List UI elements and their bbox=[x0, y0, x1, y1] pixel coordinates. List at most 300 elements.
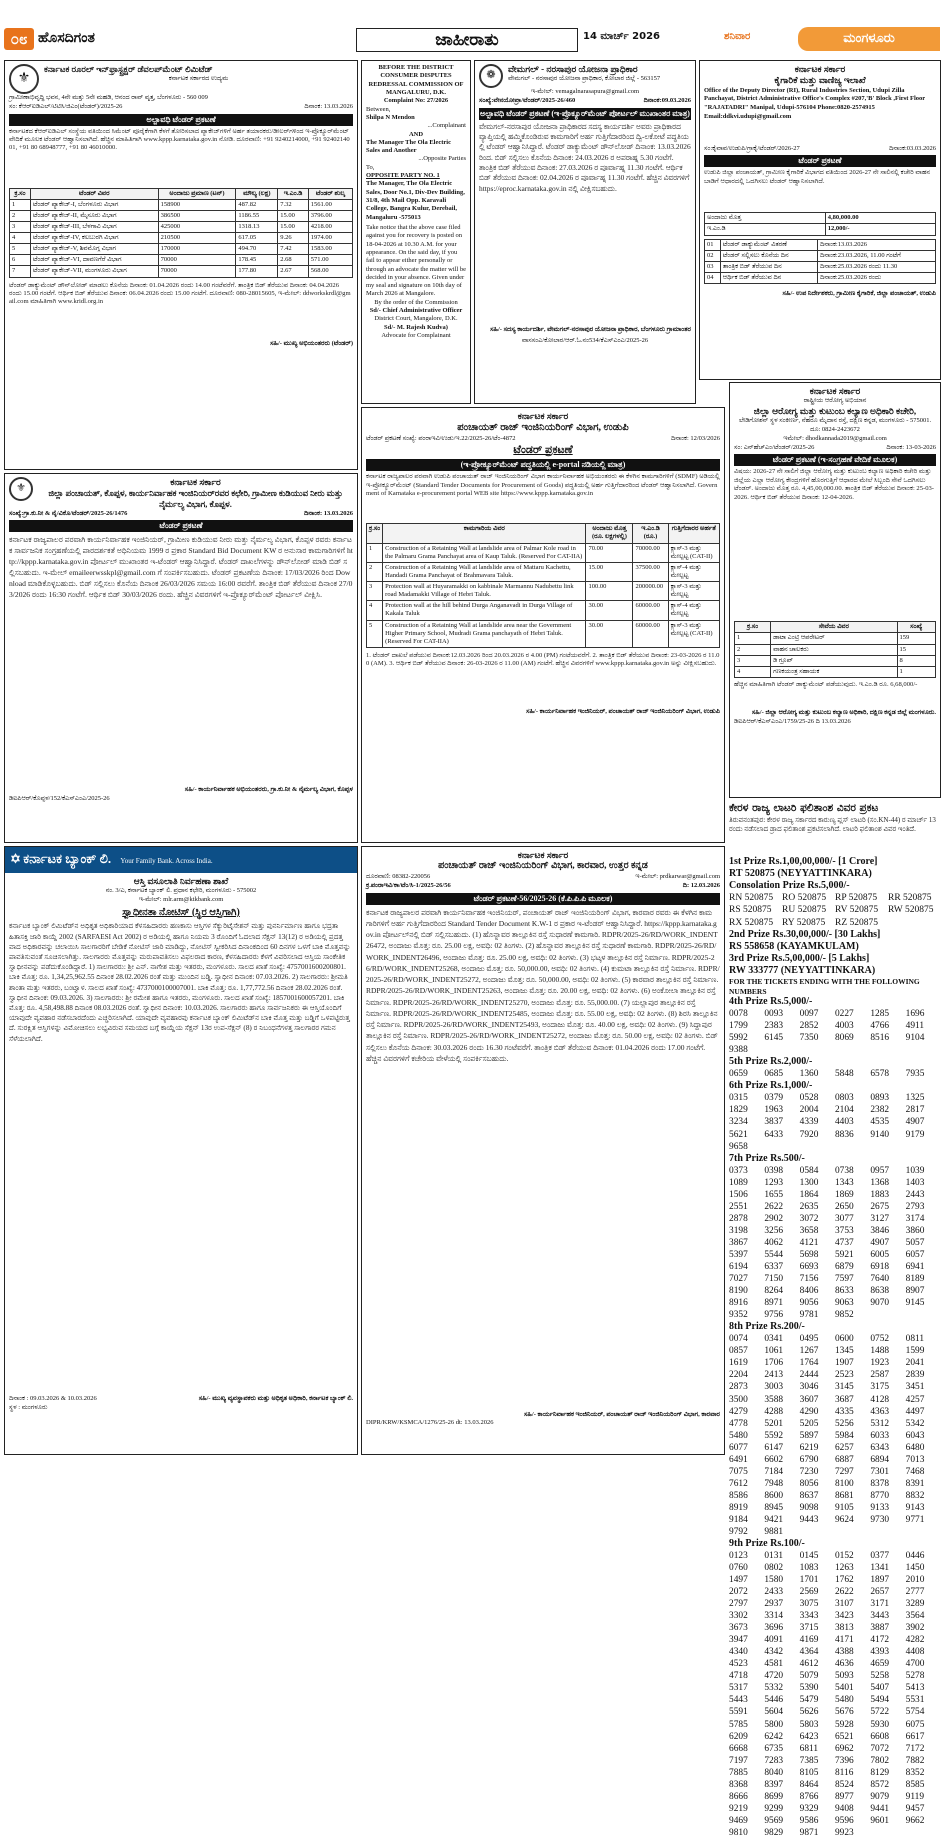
ninth-prize: 9th Prize Rs.100/- bbox=[729, 1537, 805, 1549]
ticket-number: 9408 bbox=[834, 1803, 854, 1814]
ticket-number: 4171 bbox=[834, 1635, 854, 1646]
table-header-cell: ಟೆಂಡರ್ ಶುಲ್ಕ bbox=[308, 188, 352, 199]
table-cell: 01 bbox=[705, 239, 721, 250]
table-cell: 210500 bbox=[158, 233, 236, 244]
ticket-number: 6879 bbox=[834, 1262, 854, 1273]
table-cell: 3796.00 bbox=[308, 210, 352, 221]
ticket-number: 0074 bbox=[729, 1334, 748, 1345]
ticket-number: 9569 bbox=[764, 1815, 784, 1826]
ticket-number: 0738 bbox=[834, 1165, 854, 1176]
ticket-number: 6219 bbox=[799, 1442, 819, 1453]
ticket-number: 3658 bbox=[799, 1225, 819, 1236]
ad-ref-footer: DIPR/KRW/KSMCA/1276/25-26 dt: 13.03.2026 bbox=[366, 1419, 494, 1427]
ticket-number: 8129 bbox=[870, 1767, 890, 1778]
ticket-number: 8516 bbox=[870, 1032, 890, 1043]
table-cell: 487.82 bbox=[236, 199, 278, 210]
ticket-number: 0528 bbox=[799, 1093, 819, 1104]
ticket-number: 6480 bbox=[905, 1442, 925, 1453]
table-cell: 494.70 bbox=[236, 244, 278, 255]
ticket-number: RW 520875 bbox=[888, 905, 934, 916]
ticket-number: 3234 bbox=[729, 1117, 748, 1128]
ticket-number: 1762 bbox=[834, 1575, 854, 1586]
between-label: Between, bbox=[366, 105, 391, 113]
ticket-number: 0495 bbox=[799, 1334, 819, 1345]
ticket-number: 4408 bbox=[905, 1647, 925, 1658]
notice-signature: ಸಹಿ/- ಮುಖ್ಯ ವ್ಯವಸ್ಥಾಪಕರು ಮತ್ತು ಅಧಿಕೃತ ಅಧಿಕಾರಿ, ಕರ್ನಾಟಕ ಬ್ಯಾಂಕ್ ಲಿ. bbox=[198, 1395, 353, 1403]
table-row bbox=[705, 261, 936, 272]
ticket-number: 4523 bbox=[729, 1659, 748, 1670]
table-cell: 7.42 bbox=[278, 244, 309, 255]
ticket-number: 9443 bbox=[799, 1514, 819, 1525]
ticket-number: 8766 bbox=[799, 1791, 819, 1802]
ticket-number: 1923 bbox=[870, 1358, 890, 1369]
ticket-number: 9457 bbox=[905, 1803, 925, 1814]
order-line: By the order of the Commission bbox=[374, 298, 458, 306]
table-cell: 568.00 bbox=[308, 266, 352, 277]
ticket-number: 0131 bbox=[764, 1551, 784, 1562]
ticket-number: 6257 bbox=[834, 1442, 854, 1453]
ticket-number: 1506 bbox=[729, 1189, 748, 1200]
table-cell: 3 bbox=[367, 582, 383, 601]
ticket-number: 5480 bbox=[834, 1695, 854, 1706]
ticket-number: 1341 bbox=[870, 1563, 890, 1574]
ticket-number: 4342 bbox=[764, 1647, 784, 1658]
karnataka-emblem-icon: ⚜ bbox=[9, 64, 39, 94]
ticket-number: 1655 bbox=[764, 1189, 784, 1200]
ticket-number: 5604 bbox=[764, 1707, 784, 1718]
ticket-number: 0659 bbox=[729, 1069, 748, 1080]
ticket-number: 8907 bbox=[905, 1286, 925, 1297]
ticket-number: 2797 bbox=[729, 1599, 748, 1610]
table-cell: Construction of a Retaining Wall at landslide area near the Government Higher Primary School, Mudradi Grama panchayath of Hebri Taluk. (Reserved For CAT-IIA) bbox=[383, 620, 586, 647]
ticket-number: 2635 bbox=[799, 1201, 819, 1212]
ticket-number: 1706 bbox=[764, 1358, 784, 1369]
ticket-number: RZ 520875 bbox=[835, 917, 879, 928]
table-row bbox=[735, 655, 936, 666]
ticket-number: 5930 bbox=[870, 1719, 890, 1730]
ticket-number: 9601 bbox=[870, 1815, 890, 1826]
ad-body: ವೇಮಗಲ್-ನರಸಾಪುರ ಯೋಜನಾ ಪ್ರಾಧಿಕಾರದ ಸದಸ್ಯ ಕಾರ್ಯದರ್ಶಿ ಅವರು ಪ್ರಾಧಿಕಾರದ ವ್ಯಾಪ್ತಿಯಲ್ಲಿ ಹಮ್ಮಿಕೊಂಡಿರುವ ಕಾಮಗಾರಿಗೆ ಅರ್ಹ ಗುತ್ತಿಗೆದಾರರಿಂದ ದ್ವಿ-ಲಕೋಟೆ ಪದ್ಧತಿಯಲ್ಲಿ ಟೆಂಡರ್ ಆಹ್ವಾನಿಸಿದ್ದಾರೆ. ಟೆಂಡರ್ ಡಾಕ್ಯುಮೆಂಟ್ ಡೌನ್‌ಲೋಡ್ ದಿನಾಂಕ: 13.03.2026 ರಿಂದ. ಬಿಡ್ ಸಲ್ಲಿಸಲು ಕೊನೆಯ ದಿನಾಂಕ: 24.03.2026 ರ ಅಪರಾಹ್ನ 5.30 ಗಂಟೆಗೆ. ತಾಂತ್ರಿಕ ಬಿಡ್ ತೆರೆಯುವ ದಿನಾಂಕ: 27.03.2026 ರ ಪೂರ್ವಾಹ್ನ 11.30 ಗಂಟೆಗೆ. ಆರ್ಥಿಕ ಬಿಡ್ ತೆರೆಯುವ ದಿನಾಂಕ: 02.04.2026 ರ ಪೂರ್ವಾಹ್ನ 11.30 ಗಂಟೆಗೆ. ಹೆಚ್ಚಿನ ವಿವರಗಳಿಗೆ https://eproc.karnataka.gov.in ನಲ್ಲಿ ವೀಕ್ಷಿಸಬಹುದು. bbox=[479, 121, 691, 193]
fifth-prize: 5th Prize Rs.2,000/- bbox=[729, 1056, 813, 1068]
ad-bar: (ಇ-ಪ್ರೋಕ್ಯೂರ್‌ಮೆಂಟ್ ಪದ್ಧತಿಯಲ್ಲಿ e-portal ನಡಿಯಲ್ಲಿ ಮಾತ್ರ) bbox=[366, 459, 720, 471]
table-cell: 2 bbox=[735, 644, 771, 655]
ticket-number: 9421 bbox=[764, 1514, 784, 1525]
table-row bbox=[367, 582, 720, 601]
ticket-number: 5479 bbox=[799, 1695, 819, 1706]
ticket-number: 7396 bbox=[834, 1755, 854, 1766]
ticket-number: 0600 bbox=[834, 1334, 854, 1345]
ticket-number: 7935 bbox=[905, 1069, 925, 1080]
ticket-number: 5928 bbox=[834, 1719, 854, 1730]
ad-title: ವೇಮಗಲ್ - ನರಸಾಪುರ ಯೋಜನಾ ಪ್ರಾಧಿಕಾರ bbox=[508, 64, 638, 74]
ad-ref-footer: ಡಿಐಪಿಆರ್/ಕೊಪ್ಪಳ/152/ಕೆಎಸ್ಎಂಎ/2025-26 bbox=[9, 795, 110, 803]
ticket-number: 0152 bbox=[834, 1551, 854, 1562]
ticket-number: 1345 bbox=[834, 1346, 854, 1357]
ticket-number: 3443 bbox=[870, 1611, 890, 1622]
table-cell: ಟೆಂಡರ್ ಡಾಕ್ಯುಮೆಂಟ್ ವಿತರಣೆ bbox=[720, 239, 817, 250]
signature-2: District Court, Mangalore, D.K. bbox=[374, 315, 458, 323]
ticket-number: 5057 bbox=[905, 1237, 925, 1248]
ticket-number: 3171 bbox=[870, 1599, 890, 1610]
ticket-number: 9119 bbox=[905, 1791, 925, 1802]
ad-signature: ಸಹಿ/- ಮುಖ್ಯ ಅಭಿಯಂತರರು (ಟೆಂಡರ್) bbox=[270, 339, 353, 347]
ticket-number: 8770 bbox=[870, 1490, 890, 1501]
ticket-number: 2551 bbox=[729, 1201, 748, 1212]
krdl-table bbox=[9, 188, 353, 278]
ad-ref-date: ದಿನಾಂಕ: 12/03/2026 bbox=[671, 434, 720, 442]
ticket-number: 8666 bbox=[729, 1791, 748, 1802]
ticket-number: 1267 bbox=[799, 1346, 819, 1357]
table-row bbox=[10, 255, 353, 266]
ticket-number: 0145 bbox=[799, 1551, 819, 1562]
ticket-number: 1488 bbox=[870, 1346, 890, 1357]
table-cell: Construction of a Retaining Wall at landslide area of Palmar Kole road in the Palmaru Grama Panchayat area of Kaup Taluk. (Reserved For CAT-IIA) bbox=[383, 543, 586, 562]
ticket-number: 1696 bbox=[905, 1008, 925, 1019]
ticket-number: 9441 bbox=[870, 1803, 890, 1814]
ticket-number: 8524 bbox=[834, 1779, 854, 1790]
ticket-number: 6894 bbox=[870, 1454, 890, 1465]
ticket-number: 5531 bbox=[905, 1695, 925, 1706]
ad-vemagal-tender bbox=[474, 60, 696, 404]
ad-footer: ಹೆಚ್ಚಿನ ಮಾಹಿತಿಗಾಗಿ ಟೆಂಡರ್ ಡಾಕ್ಯುಮೆಂಟ್ ಪಡೆಯುವುದು. ಇ.ಎಂ.ಡಿ ರೂ. 6,68,000/- bbox=[734, 680, 918, 688]
table-cell: 1583.00 bbox=[308, 244, 352, 255]
ad-body: ಉಡುಪಿ ಜಿಲ್ಲಾ ಪಂಚಾಯತ್, ಗ್ರಾಮೀಣ ಕೈಗಾರಿಕೆ ವಿಭಾಗದ ವತಿಯಿಂದ 2026-27 ನೇ ಸಾಲಿನಲ್ಲಿ ಕಚೇರಿ ವಾಹನ ಬಾಡಿಗೆ ಆಧಾರದಲ್ಲಿ ಒದಗಿಸಲು ಟೆಂಡರ್ ಆಹ್ವಾನಿಸಲಾಗಿದೆ. bbox=[704, 169, 931, 185]
ticket-number: 0752 bbox=[870, 1334, 890, 1345]
consolation-prize: Consolation Prize Rs.5,000/- bbox=[729, 880, 850, 892]
table-cell: 15.00 bbox=[278, 210, 309, 221]
table-cell: 1 bbox=[897, 666, 935, 677]
ticket-number: 2777 bbox=[905, 1587, 925, 1598]
ticket-number: 9143 bbox=[905, 1502, 925, 1513]
ad-signature: ಸಹಿ/- ಕಾರ್ಯನಿರ್ವಾಹಕ ಇಂಜಿನಿಯರ್, ಪಂಚಾಯತ್ ರಾಜ್ ಇಂಜಿನಿಯರಿಂಗ್ ವಿಭಾಗ, ಉಡುಪಿ bbox=[526, 707, 720, 715]
ticket-number: 4364 bbox=[799, 1647, 819, 1658]
ticket-number: 9352 bbox=[729, 1310, 748, 1321]
ticket-number: 1089 bbox=[729, 1177, 748, 1188]
ticket-number: 5079 bbox=[799, 1671, 819, 1682]
ticket-number: 6617 bbox=[905, 1731, 925, 1742]
ad-title: ಪಂಚಾಯತ್ ರಾಜ್ ಇಂಜಿನಿಯರಿಂಗ್ ವಿಭಾಗ, ಕಾರವಾರ, ಉತ್ತರ ಕನ್ನಡ bbox=[438, 861, 648, 872]
ticket-number: 7072 bbox=[870, 1743, 890, 1754]
ad-gov: ಕರ್ನಾಟಕ ಸರ್ಕಾರ bbox=[517, 850, 569, 860]
ticket-number: 2413 bbox=[764, 1370, 784, 1381]
ticket-number: 0803 bbox=[834, 1093, 854, 1104]
ticket-number: 4288 bbox=[764, 1406, 784, 1417]
table-cell: 5 bbox=[10, 244, 31, 255]
ad-ref: ಸಂಖ್ಯೆ:ವೇನಯೋಪ್ರಾ/ಟೆಂಡರ್/2025-26/460 bbox=[479, 96, 576, 104]
table-row bbox=[705, 239, 936, 250]
table-cell: 1561.00 bbox=[308, 199, 352, 210]
ad-signature: ಸಹಿ/- ಸದಸ್ಯ ಕಾರ್ಯದರ್ಶಿ, ವೇಮಗಲ್-ನರಸಾಪುರ ಯೋಜನಾ ಪ್ರಾಧಿಕಾರ, ಬೆಂಗಳೂರು ಗ್ರಾಮಾಂತರ bbox=[490, 325, 691, 333]
table-cell: ದಿನಾಂಕ:23.03.2026, 11.00 ಗಂಟೆಗೆ bbox=[818, 250, 936, 261]
ticket-number: 2650 bbox=[834, 1201, 854, 1212]
ad-ref: ಸಂ:ಕೈವಾವ/ಉಡುಪಿ/ಗ್ರಾಕೈ/ಟೆಂಡರ್/2026-27 bbox=[704, 144, 800, 152]
table-cell: ಟೆಂಡರ್ ಪ್ಯಾಕೇಜ್-VII, ಮಂಗಳೂರು ವಿಭಾಗ bbox=[30, 266, 158, 277]
signature-3: Sd/- M. Rajesh Kudva) bbox=[384, 323, 448, 331]
ticket-number: RP 520875 bbox=[835, 893, 878, 904]
ticket-number: 3314 bbox=[764, 1611, 784, 1622]
notice-dates: ದಿನಾಂಕ : 09.03.2026 & 10.03.2026 bbox=[9, 1395, 97, 1403]
ticket-number: 6057 bbox=[905, 1249, 925, 1260]
ad-address: ಗ್ರಾಮೀಣಾಭಿವೃದ್ಧಿ ಭವನ, 4ನೇ ಮತ್ತು 5ನೇ ಮಹಡಿ, ಆನಂದ ರಾವ್ ವೃತ್ತ, ಬೆಂಗಳೂರು - 560 009 bbox=[9, 94, 208, 101]
table-cell: ದಿನಾಂಕ:25.03.2026 ರಂದು 11.30 bbox=[818, 261, 936, 272]
ticket-number: 5093 bbox=[834, 1671, 854, 1682]
ad-ref-date: ದಿನಾಂಕ: 13-03-2026 bbox=[886, 443, 936, 451]
ticket-number: 4778 bbox=[729, 1418, 748, 1429]
ticket-number: 1764 bbox=[799, 1358, 819, 1369]
issue-day: ಶನಿವಾರ bbox=[724, 31, 751, 42]
table-cell: ವಾಹನ ಚಾಲಕರು bbox=[771, 644, 897, 655]
ticket-number: 5312 bbox=[870, 1418, 890, 1429]
ticket-number: 9596 bbox=[834, 1815, 854, 1826]
table-cell: 177.80 bbox=[236, 266, 278, 277]
ticket-number: 0227 bbox=[834, 1008, 854, 1019]
ticket-number: 7948 bbox=[764, 1478, 784, 1489]
table-cell: 5 bbox=[367, 620, 383, 647]
ticket-number: 8585 bbox=[905, 1779, 925, 1790]
table-cell: 1 bbox=[735, 633, 771, 644]
table-cell: ಗಣಕಯಂತ್ರ ಸಹಾಯಕ bbox=[771, 666, 897, 677]
ticket-number: 2873 bbox=[729, 1382, 748, 1393]
notice-title: ಸ್ವಾಧೀನತಾ ನೋಟಿಸ್ (ಸ್ಥಿರ ಆಸ್ತಿಗಾಗಿ) bbox=[122, 906, 240, 918]
table-cell: Protection wall at the hill behind Durga Anganavadi in Durga Village of Kakala Taluk bbox=[383, 601, 586, 620]
table-cell: ಟೆಂಡರ್ ಪ್ಯಾಕೇಜ್-III, ಬೆಳಗಾವಿ ವಿಭಾಗ bbox=[30, 221, 158, 232]
table-cell: 4 bbox=[10, 233, 31, 244]
ticket-number: 5480 bbox=[729, 1430, 748, 1441]
ad-ref: ಟೆಂಡರ್ ಪ್ರಕಟಣೆ ಸಂಖ್ಯೆ: ಪಂರಾಇವಿ/ಉಡು/ಇ.22/2025-26/ಟೆಂ-4872 bbox=[366, 434, 516, 442]
ticket-number: 0857 bbox=[729, 1346, 748, 1357]
ticket-number: 7027 bbox=[729, 1274, 748, 1285]
table-header-cell: ಕ್ರ.ಸಂ bbox=[735, 622, 771, 633]
ticket-number: 4911 bbox=[905, 1020, 925, 1031]
table-cell: 37500.00 bbox=[633, 562, 668, 581]
table-cell: 100.00 bbox=[586, 582, 633, 601]
ticket-number: 3127 bbox=[870, 1213, 890, 1224]
ticket-number: 2793 bbox=[905, 1201, 925, 1212]
signature-4: Advocate for Complainant bbox=[381, 332, 451, 339]
ticket-number: 1325 bbox=[905, 1093, 925, 1104]
ad-pred-udupi-tender bbox=[361, 407, 725, 843]
ticket-number: 2443 bbox=[905, 1189, 925, 1200]
ticket-number: 6043 bbox=[905, 1430, 925, 1441]
ad-signature: ಸಹಿ/- ಕಾರ್ಯನಿರ್ವಾಹಕ ಅಭಿಯಂತರರು, ಗ್ರಾ.ಕು.ನೀ & ನೈರ್ಮಲ್ಯ ವಿಭಾಗ, ಕೊಪ್ಪಳ bbox=[184, 786, 353, 794]
ad-body: ಕರ್ನಾಟಕ ರಾಜ್ಯಪಾಲರ ಪರವಾಗಿ ಕಾರ್ಯನಿರ್ವಾಹಕ ಇಂಜಿನಿಯರ್, ಗ್ರಾಮೀಣ ಕುಡಿಯುವ ನೀರು ಮತ್ತು ನೈರ್ಮಲ್ಯ ವಿಭಾಗ, ಕೊಪ್ಪಳ ರವರು ಕರ್ನಾಟಕ ಸಾರ್ವಜನಿಕ ಸಂಗ್ರಹಣೆಯಲ್ಲಿ ಪಾರದರ್ಶಕತೆ ಅಧಿನಿಯಮ 1999 ರ ಪ್ರಕಾರ Standard Bid Document KW ರ ಅನುಸಾರ ಕಾಮಗಾರಿಗಳಿಗೆ http://kppp.karnataka.gov.in ಪೋರ್ಟಲ್ ಮುಖಾಂತರ ಇ-ಟೆಂಡರ್ ಆಹ್ವಾನಿಸಿದ್ದಾರೆ. ಟೆಂಡರ್ ದಾಖಲೆಗಳನ್ನು ಡೌನ್‌ಲೋಡ್ ಮಾಡಿ ಬಿಡ್ ಸಲ್ಲಿಸಬಹುದು. ಇ-ಮೇಲ್ emaileerwsskpl@gmail.com ಗೆ ಸಂಪರ್ಕಿಸಬಹುದು. ಟೆಂಡರ್ ಪ್ರಕಟಣೆಯ ದಿನಾಂಕ: 17/03/2026 ರಿಂದ Download ಮಾಡಿಕೊಳ್ಳಬಹುದು. ಬಿಡ್ ಸಲ್ಲಿಸಲು ಕೊನೆಯ ದಿನಾಂಕ 26/03/2026 ಸಮಯ 16:00 ರವರೆಗೆ. ತಾಂತ್ರಿಕ ಬಿಡ್ ತೆರೆಯುವ ದಿನಾಂಕ 27/03/2026 ರಂದು 16:30 ಗಂಟೆಗೆ. ಆರ್ಥಿಕ ಬಿಡ್ 30/03/2026 ರಂದು. ಹೆಚ್ಚಿನ ವಿವರಗಳಿಗೆ ಇ-ಪ್ರೊಕ್ಯೂರ್‌ಮೆಂಟ್ ಪೋರ್ಟಲ್ ವೀಕ್ಷಿಸಿ. bbox=[9, 535, 353, 600]
value-table bbox=[704, 212, 936, 235]
complainant-name: Shilpa N Mendon bbox=[366, 113, 415, 121]
ticket-number: 3423 bbox=[834, 1611, 854, 1622]
ticket-number: 7150 bbox=[764, 1274, 784, 1285]
ad-ref: ಸಂ: ಎನ್‌ಹೆಚ್ಎಂ/ಟೆಂಡರ್/2025-26 bbox=[734, 443, 815, 451]
ad-signature: ಸಹಿ/- ಜಿಲ್ಲಾ ಆರೋಗ್ಯ ಮತ್ತು ಕುಟುಂಬ ಕಲ್ಯಾಣ ಅಧಿಕಾರಿ, ದಕ್ಷಿಣ ಕನ್ನಡ ಜಿಲ್ಲೆ ಮಂಗಳೂರು. bbox=[751, 708, 936, 716]
table-cell: Protection wall at Huyaramakki on kabbinale Marmannu Nadubettu link road Madamakki Village of Hebri Taluk. bbox=[383, 582, 586, 601]
ticket-number: 3673 bbox=[729, 1623, 748, 1634]
ticket-number: 9871 bbox=[799, 1827, 819, 1838]
ticket-number: 2587 bbox=[870, 1370, 890, 1381]
ad-gov: ಕರ್ನಾಟಕ ಸರ್ಕಾರ bbox=[170, 477, 221, 487]
table-cell: ಟೆಂಡರ್ ಪ್ಯಾಕೇಜ್-VI, ದಾವಣಗೆರೆ ವಿಭಾಗ bbox=[30, 255, 158, 266]
table-cell: 158900 bbox=[158, 199, 236, 210]
signature-1: Sd/- Chief Administrative Officer bbox=[369, 307, 463, 315]
ticket-number: 3564 bbox=[905, 1611, 925, 1622]
ticket-number: 8977 bbox=[834, 1791, 854, 1802]
ticket-number: 9063 bbox=[834, 1298, 854, 1309]
ticket-number: 8264 bbox=[764, 1286, 784, 1297]
table-cell: 3 bbox=[735, 655, 771, 666]
ad-email: ಇ-ಮೇಲ್: prdkarwar@gmail.com bbox=[635, 873, 720, 881]
table-cell: ಟೆಂಡರ್ ಪ್ಯಾಕೇಜ್-I, ಬೆಂಗಳೂರು ವಿಭಾಗ bbox=[30, 199, 158, 210]
lottery-intro: ತಿರುವನಂತಪುರ: ಕೇರಳ ರಾಜ್ಯ ಸರ್ಕಾರದ ಕಾರುಣ್ಯ ಪ್ಲಸ್ ಲಾಟರಿ (ಸಂ.KN-44) ರ ಮಾರ್ಚ್ 13ರಂದು ನಡೆಸಲಾದ ಡ್ರಾದ ಫಲಿತಾಂಶ ಪ್ರಕಟಿಸಲಾಗಿದೆ. ಲಾಟರಿ ಫಲಿತಾಂಶ ವಿವರ ಇಂತಿದೆ. bbox=[729, 815, 936, 834]
ticket-number: 1061 bbox=[764, 1346, 784, 1357]
ticket-number: 5698 bbox=[799, 1249, 819, 1260]
ticket-number: 6578 bbox=[870, 1069, 890, 1080]
ticket-number: 8189 bbox=[905, 1274, 925, 1285]
table-cell: 70000 bbox=[158, 266, 236, 277]
ticket-number: 9469 bbox=[729, 1815, 748, 1826]
ticket-number: 3500 bbox=[729, 1394, 748, 1405]
ticket-number: 7184 bbox=[764, 1466, 784, 1477]
ticket-number: 4535 bbox=[870, 1117, 890, 1128]
ticket-number: 2937 bbox=[764, 1599, 784, 1610]
ad-body: ಕರ್ನಾಟಕದ ಕೆಆರ್‌ಐಡಿಎಲ್ ಸಂಸ್ಥೆಯ ವತಿಯಿಂದ ಸಿಮೆಂಟ್ ಪೂರೈಕೆಗಾಗಿ ಕೆಳಗೆ ತೋರಿಸಲಾದ ಪ್ಯಾಕೇಜ್‌ಗಳಿಗೆ ಅರ್ಹ ತಯಾರಕರು/ಡೀಲರ್‌ಗಳಿಂದ ಇ-ಪ್ರೊಕ್ಯೂರ್‌ಮೆಂಟ್ ವೇದಿಕೆ ಮೂಲಕ ಟೆಂಡರ್ ಆಹ್ವಾನಿಸಲಾಗಿದೆ. ಹೆಚ್ಚಿನ ಮಾಹಿತಿಗಾಗಿ www.kppp.karnataka.gov.in ನೋಡಿ. ದೂರವಾಣಿ: +91 9240214000, +91 9240214001, +91 80 68948777, +91 80 46010000. bbox=[9, 127, 350, 152]
ticket-number: 3046 bbox=[799, 1382, 819, 1393]
table-cell: 1 bbox=[367, 543, 383, 562]
ticket-number: 1580 bbox=[764, 1575, 784, 1586]
ticket-number: 2444 bbox=[799, 1370, 819, 1381]
ticket-number: 6005 bbox=[870, 1249, 890, 1260]
table-cell: 04 bbox=[705, 272, 721, 283]
ticket-number: 2010 bbox=[905, 1575, 925, 1586]
table-cell: 571.00 bbox=[308, 255, 352, 266]
ticket-number: 5332 bbox=[764, 1683, 784, 1694]
ticket-number: 1907 bbox=[834, 1358, 854, 1369]
masthead bbox=[0, 0, 945, 58]
ad-body: ವಿಷಯ: 2026-27 ನೇ ಸಾಲಿಗೆ ಜಿಲ್ಲಾ ಆರೋಗ್ಯ ಮತ್ತು ಕುಟುಂಬ ಕಲ್ಯಾಣ ಅಧಿಕಾರಿ ಕಚೇರಿ ಮತ್ತು ಜಿಲ್ಲೆಯ ಎಲ್ಲಾ ಆರೋಗ್ಯ ಕೇಂದ್ರಗಳಿಗೆ ಹೊರಗುತ್ತಿಗೆ ಆಧಾರದ ಮೇಲೆ ಸಿಬ್ಬಂದಿ ಸೇವೆ ಒದಗಿಸಲು ಟೆಂಡರ್. ಅಂದಾಜು ಮೊತ್ತ ರೂ. 4,45,00,000.00. ತಾಂತ್ರಿಕ ಬಿಡ್ ತೆರೆಯುವ ದಿನಾಂಕ: 25-03-2026. ಆರ್ಥಿಕ ಬಿಡ್ ತೆರೆಯುವ ದಿನಾಂಕ: 12-04-2026. bbox=[734, 468, 934, 501]
ticket-number: 2383 bbox=[764, 1020, 784, 1031]
ticket-number: 9792 bbox=[729, 1526, 748, 1537]
ticket-number: 2382 bbox=[870, 1105, 890, 1116]
lottery-note: FOR THE TICKETS ENDING WITH THE FOLLOWING NUMBERS bbox=[729, 977, 920, 996]
table-cell: 159 bbox=[897, 633, 935, 644]
first-prize-number: RT 520875 (NEYYATTINKARA) bbox=[729, 867, 872, 879]
ticket-number: 9829 bbox=[764, 1827, 784, 1838]
ad-email: ಇ-ಮೇಲ್: vemagalnarasapura@gmail.com bbox=[530, 88, 640, 95]
ticket-number: 4907 bbox=[870, 1237, 890, 1248]
ticket-number: 8391 bbox=[905, 1478, 925, 1489]
ticket-number: 4128 bbox=[870, 1394, 890, 1405]
ad-title: ಪಂಚಾಯತ್ ರಾಜ್ ಇಂಜಿನಿಯರಿಂಗ್ ವಿಭಾಗ, ಉಡುಪಿ bbox=[457, 422, 629, 434]
ticket-number: 6790 bbox=[799, 1454, 819, 1465]
ticket-number: 5201 bbox=[764, 1418, 784, 1429]
ad-pred-karwar-tender bbox=[361, 846, 725, 1455]
ticket-number: 8572 bbox=[870, 1779, 890, 1790]
table-cell: ಕ್ಲಾಸ್-4 ಮತ್ತು ಮೇಲ್ಪಟ್ಟ bbox=[668, 601, 719, 620]
ticket-number: 3867 bbox=[729, 1237, 748, 1248]
ad-bar: ಟೆಂಡರ್ ಪ್ರಕಟಣೆ bbox=[704, 155, 936, 167]
table-cell: 7.32 bbox=[278, 199, 309, 210]
table-row bbox=[10, 233, 353, 244]
ticket-number: 9219 bbox=[729, 1803, 748, 1814]
complaint-number: Complaint No: 27/2026 bbox=[383, 97, 449, 105]
ticket-number: 5592 bbox=[764, 1430, 784, 1441]
ticket-number: 6668 bbox=[729, 1743, 748, 1754]
ticket-number: 6145 bbox=[764, 1032, 784, 1043]
ticket-number: 8681 bbox=[834, 1490, 854, 1501]
ticket-number: 5390 bbox=[799, 1683, 819, 1694]
ticket-number: 3003 bbox=[764, 1382, 784, 1393]
ad-body: ಕರ್ನಾಟಕ ರಾಜ್ಯಪಾಲರ ಪರವಾಗಿ ಕಾರ್ಯನಿರ್ವಾಹಕ ಇಂಜಿನಿಯರ್, ಪಂಚಾಯತ್ ರಾಜ್ ಇಂಜಿನಿಯರಿಂಗ್ ವಿಭಾಗ, ಕಾರವಾರ ರವರು ಈ ಕೆಳಗಿನ ಕಾಮಗಾರಿಗಳಿಗೆ ಅರ್ಹ ಗುತ್ತಿಗೆದಾರರಿಂದ Standard Tender Document K.W-1 ರ ಪ್ರಕಾರ ಇ-ಟೆಂಡರ್ ಆಹ್ವಾನಿಸಿದ್ದಾರೆ. https://kppp.karnataka.gov.in ಪೋರ್ಟಲ್‌ನಲ್ಲಿ ಬಿಡ್ ಸಲ್ಲಿಸಬಹುದು. (1) ಹೊನ್ನಾವರ ತಾಲ್ಲೂಕಿನ ರಸ್ತೆ ಸುಧಾರಣೆ ಕಾಮಗಾರಿ. RDPR/2025-26/RD/WORK_INDENT26472, ಅಂದಾಜು ಮೊತ್ತ: ರೂ. 25.00 ಲಕ್ಷ, ಅವಧಿ: 02 ತಿಂಗಳು. (2) ಹೊನ್ನಾವರ ತಾಲ್ಲೂಕಿನ ರಸ್ತೆ ಸುಧಾರಣೆ ಕಾಮಗಾರಿ. RDPR/2025-26/RD/WORK_INDENT26496, ಅಂದಾಜು ಮೊತ್ತ: ರೂ. 25.00 ಲಕ್ಷ, ಅವಧಿ: 02 ತಿಂಗಳು. (3) ಭಟ್ಕಳ ತಾಲ್ಲೂಕಿನ ರಸ್ತೆ ನಿರ್ಮಾಣ. RDPR/2025-26/RD/WORK_INDENT25268, ಅಂದಾಜು ಮೊತ್ತ: ರೂ. 50,000.00, ಅವಧಿ: 02 ತಿಂಗಳು. (4) ಕುಮಟಾ ತಾಲ್ಲೂಕಿನ ರಸ್ತೆ ನಿರ್ಮಾಣ. RDPR/2025-26/RD/WORK_INDENT25272, ಅಂದಾಜು ಮೊತ್ತ: ರೂ. 50,000.00, ಅವಧಿ: 02 ತಿಂಗಳು. (5) ಕಾರವಾರ ತಾಲ್ಲೂಕಿನ ರಸ್ತೆ ನಿರ್ಮಾಣ. RDPR/2025-26/RD/WORK_INDENT25263, ಅಂದಾಜು ಮೊತ್ತ: ರೂ. 20.00 ಲಕ್ಷ, ಅವಧಿ: 02 ತಿಂಗಳು. (6) ಅಂಕೋಲಾ ತಾಲ್ಲೂಕಿನ ರಸ್ತೆ ನಿರ್ಮಾಣ. RDPR/2025-26/RD/WORK_INDENT25270, ಅಂದಾಜು ಮೊತ್ತ: ರೂ. 55,000.00. (7) ಯಲ್ಲಾಪುರ ತಾಲ್ಲೂಕಿನ ರಸ್ತೆ ನಿರ್ಮಾಣ. RDPR/2025-26/RD/WORK_INDENT25485, ಅಂದಾಜು ಮೊತ್ತ: ರೂ. 55.00 ಲಕ್ಷ, ಅವಧಿ: 02 ತಿಂಗಳು. (8) ಶಿರಸಿ ತಾಲ್ಲೂಕಿನ ರಸ್ತೆ ನಿರ್ಮಾಣ. RDPR/2025-26/RD/WORK_INDENT25493, ಅಂದಾಜು ಮೊತ್ತ: ರೂ. 40.00 ಲಕ್ಷ, ಅವಧಿ: 02 ತಿಂಗಳು. (9) ಸಿದ್ದಾಪುರ ತಾಲ್ಲೂಕಿನ ರಸ್ತೆ ನಿರ್ಮಾಣ. RDPR/2025-26/RD/WORK_INDENT25272, ಅಂದಾಜು ಮೊತ್ತ: ರೂ. 50.00 ಲಕ್ಷ, ಅವಧಿ: 02 ತಿಂಗಳು. ಬಿಡ್ ಸಲ್ಲಿಸಲು ಕೊನೆಯ ದಿನಾಂಕ: 30.03.2026 ರಂದು 16.30 ಗಂಟೆವರೆಗೆ. ತಾಂತ್ರಿಕ ಬಿಡ್ ತೆರೆಯುವ ದಿನಾಂಕ: 01.04.2026 ರಂದು 17.00 ಗಂಟೆಗೆ. ಹೆಚ್ಚಿನ ವಿವರಗಳಿಗೆ ಕಚೇರಿಯ ವೇಳೆಯಲ್ಲಿ ಸಂಪರ್ಕಿಸಬಹುದು. bbox=[366, 907, 720, 1063]
table-cell: 425000 bbox=[158, 221, 236, 232]
ticket-number: 8464 bbox=[799, 1779, 819, 1790]
ticket-number: 6433 bbox=[764, 1129, 784, 1140]
ticket-number: 1293 bbox=[764, 1177, 784, 1188]
second-prize-number: RS 558658 (KAYAMKULAM) bbox=[729, 940, 859, 952]
ticket-number: 1599 bbox=[905, 1346, 925, 1357]
table-header-cell: ಇ.ಎಂ.ಡಿ bbox=[278, 188, 309, 199]
table-row bbox=[10, 266, 353, 277]
ticket-number: 4257 bbox=[905, 1394, 925, 1405]
table-cell: 15 bbox=[897, 644, 935, 655]
ticket-number: 0078 bbox=[729, 1008, 748, 1019]
ticket-number: 7640 bbox=[870, 1274, 890, 1285]
ad-bar: ಅಲ್ಪಾವಧಿ ಟೆಂಡರ್ ಪ್ರಕಟಣೆ bbox=[9, 114, 353, 126]
ticket-number: 1083 bbox=[799, 1563, 819, 1574]
ticket-number: 1300 bbox=[799, 1177, 819, 1188]
table-row bbox=[735, 644, 936, 655]
ticket-number: 9104 bbox=[905, 1032, 925, 1043]
ticket-number: 3107 bbox=[834, 1599, 854, 1610]
dates-table bbox=[704, 239, 936, 285]
ticket-number: 5722 bbox=[870, 1707, 890, 1718]
ticket-number: RU 520875 bbox=[782, 905, 827, 916]
ticket-number: 6423 bbox=[799, 1731, 819, 1742]
to-label: To, bbox=[366, 163, 375, 171]
ticket-number: 0811 bbox=[905, 1334, 925, 1345]
ticket-number: 0123 bbox=[729, 1551, 748, 1562]
ticket-number: 5544 bbox=[764, 1249, 784, 1260]
branch-email: ಇ-ಮೇಲ್: mlr.arm@ktkbank.com bbox=[138, 896, 224, 904]
table-cell: 7 bbox=[10, 266, 31, 277]
table-cell: ದಿನಾಂಕ:25.03.2026 ರಂದು bbox=[818, 272, 936, 283]
ticket-number: 0097 bbox=[799, 1008, 819, 1019]
table-cell: 3 bbox=[10, 221, 31, 232]
ticket-number: 7230 bbox=[799, 1466, 819, 1477]
seventh-prize: 7th Prize Rs.500/- bbox=[729, 1152, 805, 1164]
table-cell: 70000.00 bbox=[633, 543, 668, 562]
ticket-number: 7802 bbox=[870, 1755, 890, 1766]
ticket-number: 8406 bbox=[799, 1286, 819, 1297]
ticket-number: 3343 bbox=[799, 1611, 819, 1622]
ad-ref: ಕ್ರ.ಪಂರಾಇವಿ/ಕಾ/ಟೆಂ/ಸಿ-1/2025-26/56 bbox=[366, 881, 451, 889]
ticket-number: 6887 bbox=[834, 1454, 854, 1465]
ticket-number: 2622 bbox=[764, 1201, 784, 1212]
table-cell: 170000 bbox=[158, 244, 236, 255]
ticket-number: 5591 bbox=[729, 1707, 748, 1718]
ticket-number: 3947 bbox=[729, 1635, 748, 1646]
ad-ref-date: ದಿನಾಂಕ: 13.03.2026 bbox=[304, 509, 353, 517]
table-cell: 70.00 bbox=[586, 543, 633, 562]
table-cell: ಆರ್ಥಿಕ ಬಿಡ್ ತೆರೆಯುವ ದಿನ bbox=[720, 272, 817, 283]
ticket-number: 4737 bbox=[834, 1237, 854, 1248]
ticket-number: 1403 bbox=[905, 1177, 925, 1188]
ticket-number: 7075 bbox=[729, 1466, 748, 1477]
ad-footer: 1. ಟೆಂಡರ್ ದಾಖಲೆ ಪಡೆಯುವ ದಿನಾಂಕ:12.03.2026 ರಿಂದ 20.03.2026 ರ 4.00 (PM) ಗಂಟೆಯವರೆಗೆ. 2. ತಾಂತ್ರಿಕ ಬಿಡ್ ತೆರೆಯುವ ದಿನಾಂಕ: 23-03-2026 ರ 11.00 (AM). 3. ಆರ್ಥಿಕ ಬಿಡ್ ತೆರೆಯುವ ದಿನಾಂಕ: 26-03-2026 ರ 11.00 (AM) ಗಂಟೆಗೆ. ಹೆಚ್ಚಿನ ವಿವರಗಳಿಗೆ www.kppp.karnataka.gov.in ಅನ್ನು ವೀಕ್ಷಿಸಬಹುದು. bbox=[366, 651, 720, 668]
table-cell: ಕ್ಲಾಸ್-3 ಮತ್ತು ಮೇಲ್ಪಟ್ಟ (CAT-II) bbox=[668, 543, 719, 562]
bank-name: ಕರ್ನಾಟಕ ಬ್ಯಾಂಕ್ ಲಿ. bbox=[23, 851, 112, 866]
table-row bbox=[367, 562, 720, 581]
ad-footer: ಟೆಂಡರ್ ಡಾಕ್ಯುಮೆಂಟ್ ಡೌನ್‌ಲೋಡ್ ಮಾಡಲು ಕೊನೆಯ ದಿನಾಂಕ: 01.04.2026 ರಂದು 14.00 ಗಂಟೆವರೆಗೆ. ತಾಂತ್ರಿಕ ಬಿಡ್ ತೆರೆಯುವ ದಿನಾಂಕ: 04.04.2026 ರಂದು 15.00 ಗಂಟೆಗೆ. ಆರ್ಥಿಕ ಬಿಡ್ ತೆರೆಯುವ ದಿನಾಂಕ: 06.04.2026 ರಂದು 15.00 ಗಂಟೆಗೆ. ದೂರವಾಣಿ: 080-28015605, ಇ-ಮೇಲ್: ddworkskrdl@gmail.com ಮಾಹಿತಿಗಾಗಿ www.kridl.org.in bbox=[9, 281, 351, 306]
ticket-number: 5256 bbox=[834, 1418, 854, 1429]
table-header-cell: ಸೇವೆಯ ವಿವರ bbox=[771, 622, 897, 633]
table-cell: 4 bbox=[735, 666, 771, 677]
